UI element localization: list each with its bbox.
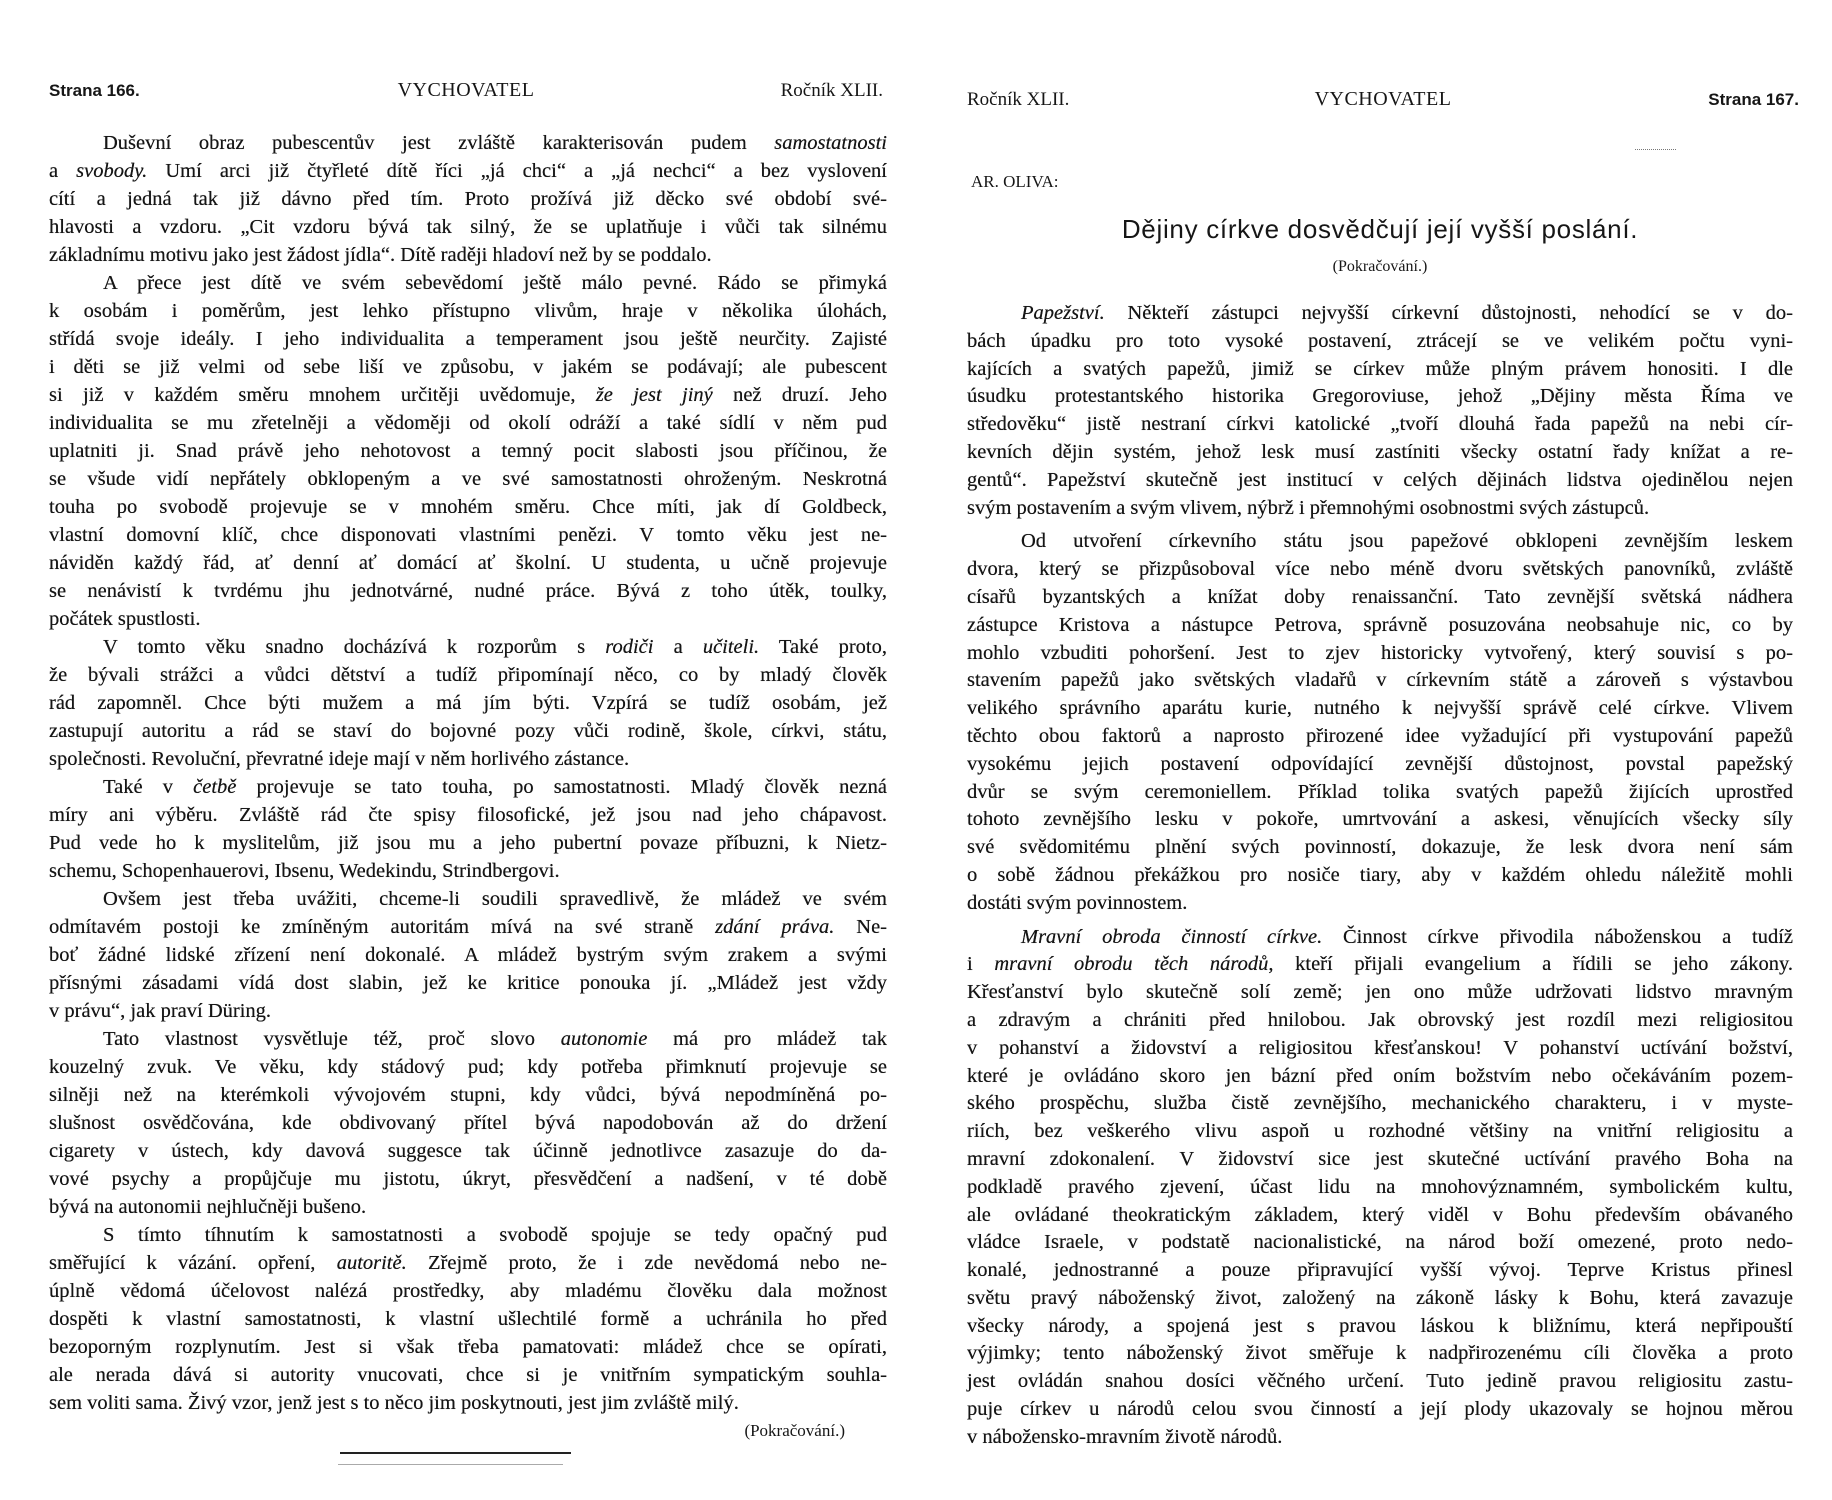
text-line <box>49 269 887 297</box>
scan-mark <box>1635 149 1676 150</box>
text-run: se nenávistí k tvrdému jhu jednotvárné, nudné práce. Bývá z toho útěk, toulky, <box>49 580 887 602</box>
text-run: touha po svobodě projevuje se v mnohém směru. Chce míti, jak dí Goldbeck, <box>49 496 887 518</box>
text-run: o sobě žádnou překážkou pro nosiče tiary, aby v každém ohledu náležitě mohli <box>967 863 1793 886</box>
text-line <box>967 467 1793 495</box>
text-line <box>967 806 1793 834</box>
emphasized-text: Mravní obroda činností církve. <box>1021 925 1323 948</box>
text-run: riích, bez veškerého vlivu aspoň u rozhodné většiny na vnitřní religiositu a <box>967 1120 1793 1143</box>
text-line <box>49 773 887 801</box>
text-line <box>967 834 1793 862</box>
paragraph <box>49 633 887 773</box>
text-line <box>967 862 1793 890</box>
text-run: své svědomitému plnění svých povinností, dokazuje, že lesk dvora není sám <box>967 836 1793 859</box>
journal-name: VYCHOVATEL <box>1314 88 1452 110</box>
text-run: Také proto, <box>759 636 887 658</box>
text-run: Tato vlastnost vysvětluje též, proč slovo <box>103 1028 561 1050</box>
text-run: vlastní domovní klíč, chce disponovati vlastními penězi. V tomto věku jest ne- <box>49 524 887 546</box>
text-run: vládce Israele, v podstatě nacionalistické, na národ boží omezené, proto nedo- <box>967 1231 1793 1254</box>
text-line <box>967 1257 1793 1285</box>
text-run: ale nerada dává si autority vnucovati, chce si je vnitřním sympatickým souhla- <box>49 1364 887 1386</box>
text-line <box>49 1053 887 1081</box>
text-line <box>49 1025 887 1053</box>
paragraph <box>49 129 887 269</box>
text-line <box>49 549 887 577</box>
text-run: a zdravým a chrániti před hnilobou. Jak obrovský jest rozdíl mezi religiositou <box>967 1008 1793 1031</box>
text-run: dospěti k vlastní samostatnosti, k vlastní ušlechtilé formě a uchránila ho před <box>49 1308 887 1330</box>
text-run: mohlo vzbuditi pohoršení. Jest to zjev historicky vytvořený, který souvisí s po- <box>967 641 1793 664</box>
text-line <box>49 801 887 829</box>
text-run: Zřejmě proto, že i zde nevědomá nebo ne- <box>406 1252 887 1274</box>
text-line <box>49 1137 887 1165</box>
text-line <box>49 185 887 213</box>
text-run: bách úpadku pro toto vysoké postavení, ztrácejí se ve velikém počtu vyni- <box>967 329 1793 352</box>
page-number: Strana 167. <box>1708 90 1799 109</box>
text-run: projevuje se tato touha, po samostatnosti. Mladý člověk nezná <box>236 776 887 798</box>
page-number: Strana 166. <box>49 81 140 100</box>
text-line <box>49 1081 887 1109</box>
text-line <box>967 924 1793 952</box>
text-run: odmítavém postoji ke zmíněným autoritám mívá na své straně <box>49 916 716 938</box>
text-run: S tímto tíhnutím k samostatnosti a svobodě spojuje se tedy opačný pud <box>103 1224 887 1246</box>
text-line <box>967 1285 1793 1313</box>
text-run: i <box>967 953 995 976</box>
text-line <box>967 584 1793 612</box>
text-line <box>49 1361 887 1389</box>
article-author: AR. OLIVA: <box>971 172 1059 191</box>
text-line <box>967 751 1793 779</box>
running-header <box>49 79 883 102</box>
text-run: i děti se již velmi od sebe liší ve způsobu, v jakém se podávají; ale pubescent <box>49 356 887 378</box>
emphasized-text: samostatnosti <box>774 132 887 154</box>
emphasized-text: že jest jiný <box>595 384 713 406</box>
text-line <box>49 493 887 521</box>
text-line <box>49 633 887 661</box>
text-run: Duševní obraz pubescentův jest zvláště karakterisován pudem <box>103 132 775 154</box>
text-line <box>967 1090 1793 1118</box>
text-run: směřující k vázání. opření, <box>49 1252 337 1274</box>
text-line <box>49 129 887 157</box>
paragraph <box>49 269 887 633</box>
text-line <box>49 353 887 381</box>
text-run: konalé, jednostranné a pouze připravující vyšší vývoj. Teprve Kristus přinesl <box>967 1259 1793 1282</box>
end-rule <box>340 1452 571 1454</box>
text-run: si již v každém směru mnohem určitěji uvědomuje, <box>49 384 596 406</box>
article-subtitle: (Pokračování.) <box>1332 258 1428 275</box>
left-page <box>49 0 887 1500</box>
text-run: bezoporným rozplynutím. Jest si však třeba pamatovati: mládež chce se opírati, <box>49 1336 887 1358</box>
text-line <box>49 1305 887 1333</box>
text-run: má pro mládež tak <box>647 1028 888 1050</box>
text-run: kevních dějin systém, jehož lesk musí zastíniti všecky ostatní řady knížat a re- <box>967 440 1793 463</box>
text-run: mravní zdokonalení. V židovství sice jest skutečné uctívání pravého Boha na <box>967 1147 1793 1170</box>
text-line <box>967 1174 1793 1202</box>
text-run: světu pravý náboženský život, založený na zákoně lásky k Bohu, která zavazuje <box>967 1286 1793 1309</box>
text-run: rád zapomněl. Chce býti mužem a má jím býti. Vzpírá se tudíž osobám, jež <box>49 692 887 714</box>
text-line <box>967 979 1793 1007</box>
text-line <box>49 1389 887 1417</box>
emphasized-text: Papežství. <box>1021 302 1105 324</box>
text-run: Také v <box>103 776 194 798</box>
text-line <box>49 689 887 717</box>
paragraph <box>49 773 887 885</box>
text-run: silněji než na kterémkoli vývojovém stupni, kdy vůdci, bývá nepodmíněná po- <box>49 1084 887 1106</box>
text-line <box>967 1424 1793 1452</box>
text-run: že bývali strážci a vůdci dětství a tudíž připomínají něco, co by mladý člověk <box>49 664 887 686</box>
emphasized-text: mravní obrodu těch národů, <box>994 953 1274 976</box>
text-run: císařů byzantských a knížat doby renaissanční. Tato zevnější světská nádhera <box>967 585 1793 608</box>
text-line <box>49 381 887 409</box>
text-run: než druzí. Jeho <box>712 384 887 406</box>
text-run: Umí arci již čtyřleté dítě říci „já chci“ a „já nechci“ a bez vyslovení <box>147 160 887 182</box>
text-run: sem voliti sama. Živý vzor, jenž jest s to něco jim poskytnouti, jest jim zvláště milý. <box>49 1392 739 1414</box>
article-body <box>967 300 1793 1452</box>
text-run: ale ovládané theokratickým základem, který viděl v Bohu především obávaného <box>967 1203 1793 1226</box>
text-run: a <box>49 160 77 182</box>
text-line <box>967 439 1793 467</box>
article-body <box>49 129 887 1445</box>
text-line <box>967 495 1793 523</box>
text-run: k osobám i poměrům, jest lehko přístupno vlivům, hraje v několika úlohách, <box>49 300 887 322</box>
text-line <box>49 997 887 1025</box>
text-run: velikého správního aparátu kurie, nutného k nejvyšší správě celé církve. Vlivem <box>967 697 1793 720</box>
paragraph <box>49 885 887 1025</box>
running-header <box>967 88 1799 111</box>
text-line <box>49 969 887 997</box>
emphasized-text: autonomie <box>560 1028 648 1050</box>
text-line <box>49 465 887 493</box>
text-line <box>49 829 887 857</box>
text-line <box>967 1063 1793 1091</box>
text-line <box>49 213 887 241</box>
text-line <box>49 941 887 969</box>
article-title: Dějiny církve dosvědčují její vyšší poslání. <box>1121 214 1639 244</box>
text-run: dvůr se svým ceremoniellem. Příklad tolika svatých papežů žijících uprostřed <box>967 780 1793 803</box>
text-run: gentů“. Papežství skutečně jest institucí v celých dějinách lidstva ojedinělou nejen <box>967 468 1793 491</box>
text-line <box>967 667 1793 695</box>
emphasized-text: autoritě. <box>336 1252 407 1274</box>
text-line <box>967 300 1793 328</box>
text-run: cigarety v ústech, kdy davová suggesce tak účinně jednotlivce zasazuje do da- <box>49 1140 887 1162</box>
text-run: kouzelný zvuk. Ve věku, kdy stádový pud; kdy potřeba přimknutí projevuje se <box>49 1056 887 1078</box>
text-run: v právu“, jak praví Düring. <box>49 1000 272 1022</box>
paragraph <box>967 924 1793 1452</box>
paragraph <box>49 1025 887 1221</box>
text-line <box>49 885 887 913</box>
text-run: vové psychy a propůjčuje mu jistotu, úkryt, přesvědčení a nadšení, v té době <box>49 1168 887 1190</box>
text-line <box>967 383 1793 411</box>
text-run: Činnost církve přivodila náboženskou a tudíž <box>1322 925 1793 948</box>
text-run: svým postavením a svým vlivem, nýbrž i přemnohými osobnostmi svých zástupců. <box>967 496 1650 519</box>
text-run: těchto obou faktorů a naprosto přirozené idee vyžadující při vystupování papežů <box>967 724 1793 747</box>
volume-label: Ročník XLII. <box>780 80 883 101</box>
paragraph <box>49 1221 887 1417</box>
text-line <box>967 411 1793 439</box>
text-line <box>49 577 887 605</box>
text-run: úplně vědomá účelovost nalézá prostředky, aby mladému člověku dala možnost <box>49 1280 887 1302</box>
text-run: kajících a svatých papežů, jimiž se církev může plným právem honositi. I dle <box>967 357 1793 380</box>
text-run: Pud vede ho k myslitelům, již jsou mu a jeho pubertní povaze příbuzni, k Nietz- <box>49 832 887 854</box>
text-line <box>967 1229 1793 1257</box>
text-line <box>49 325 887 353</box>
text-run: jest ovládán snahou dosíci věčného určení. Tuto jedině pravou religiositu zastu- <box>967 1370 1793 1393</box>
text-line <box>967 640 1793 668</box>
text-line <box>967 528 1793 556</box>
text-run: v nábožensko-mravním životě národů. <box>967 1425 1283 1448</box>
text-line <box>967 1007 1793 1035</box>
text-run: cítí a jedná tak již dávno před tím. Proto prožívá již děcko své období své- <box>49 188 887 210</box>
text-run: Někteří zástupci nejvyšší církevní důstojnosti, nehodící se v do- <box>1104 302 1793 324</box>
text-run: stavením papežů jako světských vladařů v církevním státě a zároveň s výstavbou <box>967 669 1793 692</box>
journal-name: VYCHOVATEL <box>397 79 535 101</box>
text-line <box>967 1118 1793 1146</box>
text-line <box>49 297 887 325</box>
text-run: střídá svoje ideály. I jeho individualita a temperament jsou ještě neurčity. Zajisté <box>49 328 887 350</box>
text-run: náviděn každý řád, ať denní ať domácí ať školní. U studenta, u učně projevuje <box>49 552 887 574</box>
text-run: přísnými zásadami vídá dost slabin, jež ke kritice ponouka jí. „Mládež jest vždy <box>49 972 887 994</box>
text-run: A přece jest dítě ve svém sebevědomí ještě málo pevné. Rádo se přimyká <box>103 272 887 294</box>
text-line <box>967 1313 1793 1341</box>
text-run: Od utvoření církevního státu jsou papežové obklopeni zevnějším leskem <box>1021 530 1793 553</box>
text-line <box>49 1109 887 1137</box>
text-run: vysokému jejich postavení odpovídající zevnější důstojnost, povstal papežský <box>967 752 1793 775</box>
text-line <box>967 1340 1793 1368</box>
text-line <box>49 913 887 941</box>
text-run: Křesťanství bylo skutečně solí země; jen ono může udržovati lidstvo mravným <box>967 981 1793 1004</box>
end-rule-faint <box>338 1464 563 1465</box>
text-line <box>49 1249 887 1277</box>
text-run: počátek spustlosti. <box>49 608 201 630</box>
text-line <box>967 1396 1793 1424</box>
text-line <box>967 328 1793 356</box>
emphasized-text: četbě <box>193 776 237 798</box>
text-run: hlavosti a vzdoru. „Cit vzdoru bývá tak silný, že se uplatňuje i vůči tak silnému <box>49 216 887 238</box>
text-line <box>967 1368 1793 1396</box>
text-run: a <box>653 636 703 658</box>
text-line <box>49 437 887 465</box>
text-run: v pohanství a židovství a religiositou křesťanskou! V pohanství uctívání božství, <box>967 1036 1793 1059</box>
text-run: schemu, Schopenhauerovi, Ibsenu, Wedekindu, Strindbergovi. <box>49 860 560 882</box>
text-line <box>967 695 1793 723</box>
text-run: dvora, který se přizpůsoboval více nebo méně dvoru světských panovníků, zvláště <box>967 558 1793 581</box>
emphasized-text: svobody. <box>76 160 148 182</box>
paragraph <box>967 528 1793 917</box>
text-run: výjimky; tento náboženský život směřuje k nadpřirozenému cíli člověka a proto <box>967 1342 1793 1365</box>
emphasized-text: rodiči <box>605 636 654 658</box>
text-line <box>49 1165 887 1193</box>
text-line <box>49 241 887 269</box>
text-line <box>967 356 1793 384</box>
text-run: uplatniti ji. Snad právě jeho nehotovost a temný pocit slabosti jsou příčinou, že <box>49 440 887 462</box>
volume-label: Ročník XLII. <box>967 89 1070 110</box>
text-line <box>49 1221 887 1249</box>
text-line <box>49 605 887 633</box>
text-run: společnosti. Revoluční, převratné ideje mají v něm horlivého zástance. <box>49 748 630 770</box>
text-run: míry ani výběru. Zvláště rád čte spisy filosofické, jež jsou nad jeho chápavost. <box>49 804 887 826</box>
text-line <box>967 779 1793 807</box>
text-line <box>49 857 887 885</box>
text-line <box>967 951 1793 979</box>
text-line <box>49 661 887 689</box>
text-run: Ne- <box>834 916 887 938</box>
text-run: úsudku protestantského historika Gregoroviuse, jehož „Dějiny města Říma ve <box>967 385 1793 408</box>
text-run: středověku“ jistě nestraní církvi katolické „tvoří dlouhá řada papežů na nebi cír- <box>967 413 1793 436</box>
text-line <box>49 521 887 549</box>
text-run: podkladě pravého zjevení, účast lidu na mnohovýznamném, symbolickém kultu, <box>967 1175 1793 1198</box>
text-run: dostáti svým povinnostem. <box>967 891 1188 914</box>
text-line <box>967 556 1793 584</box>
text-line <box>967 1146 1793 1174</box>
text-line <box>967 723 1793 751</box>
text-run: zástupce Kristova a nástupce Petrova, správně posuzována neobsahuje nic, co by <box>967 613 1793 636</box>
text-line <box>49 409 887 437</box>
text-line <box>967 612 1793 640</box>
text-run: tohoto zevnějšího lesku v pokoře, umrtvování a askesi, věnujících všecky síly <box>967 808 1793 831</box>
text-line <box>49 717 887 745</box>
text-run: základnímu motivu jako jest žádost jídla“. Dítě raději hladoví než by se poddalo. <box>49 244 712 266</box>
text-run: V tomto věku snadno docházívá k rozporům s <box>103 636 606 658</box>
emphasized-text: učiteli. <box>702 636 760 658</box>
text-line <box>967 890 1793 918</box>
text-run: se všude vidí nepřátely obklopeným a ve své samostatnosti ohroženým. Neskrotná <box>49 468 887 490</box>
text-run: všecky národy, a spojená jest s pravou láskou k bližnímu, která nepřipouští <box>967 1314 1793 1337</box>
text-line <box>49 745 887 773</box>
text-run: ského prospěchu, služba čistě zevnějšího, mechanického charakteru, i v myste- <box>967 1092 1793 1115</box>
text-run: individualita se mu zřetelněji a vědoměji od okolí odráží a také sídlí v něm pud <box>49 412 887 434</box>
text-run: boť žádné lidské zřízení není dokonalé. A mládež bystrým svým zrakem a svými <box>49 944 887 966</box>
text-line <box>49 157 887 185</box>
text-run: zastupují autoritu a rád se staví do bojovné pozy vůči rodině, škole, církvi, státu, <box>49 720 887 742</box>
text-run: puje církev u národů celou svou činností a její plody ukazovaly se hojnou měrou <box>967 1398 1793 1421</box>
text-run: kteří přijali evangelium a řídili se jeho zákony. <box>1273 953 1793 976</box>
emphasized-text: zdání práva. <box>715 916 835 938</box>
text-run: které je ovládáno skoro jen bázní před oním božstvím nebo očekáváním pozem- <box>967 1064 1793 1087</box>
right-page <box>967 0 1799 1500</box>
paragraph <box>967 300 1793 522</box>
text-line <box>49 1193 887 1221</box>
text-line <box>49 1333 887 1361</box>
text-line <box>967 1202 1793 1230</box>
text-run: Ovšem jest třeba uvážiti, chceme-li soudili spravedlivě, že mládež ve svém <box>103 888 887 910</box>
continuation-note: (Pokračování.) <box>744 1421 845 1440</box>
text-line <box>49 1277 887 1305</box>
text-run: bývá na autonomii nejhlučněji bušeno. <box>49 1196 367 1218</box>
text-run: slušnost osvědčována, kde obdivovaný přítel bývá napodobován až do držení <box>49 1112 887 1134</box>
text-line <box>967 1035 1793 1063</box>
